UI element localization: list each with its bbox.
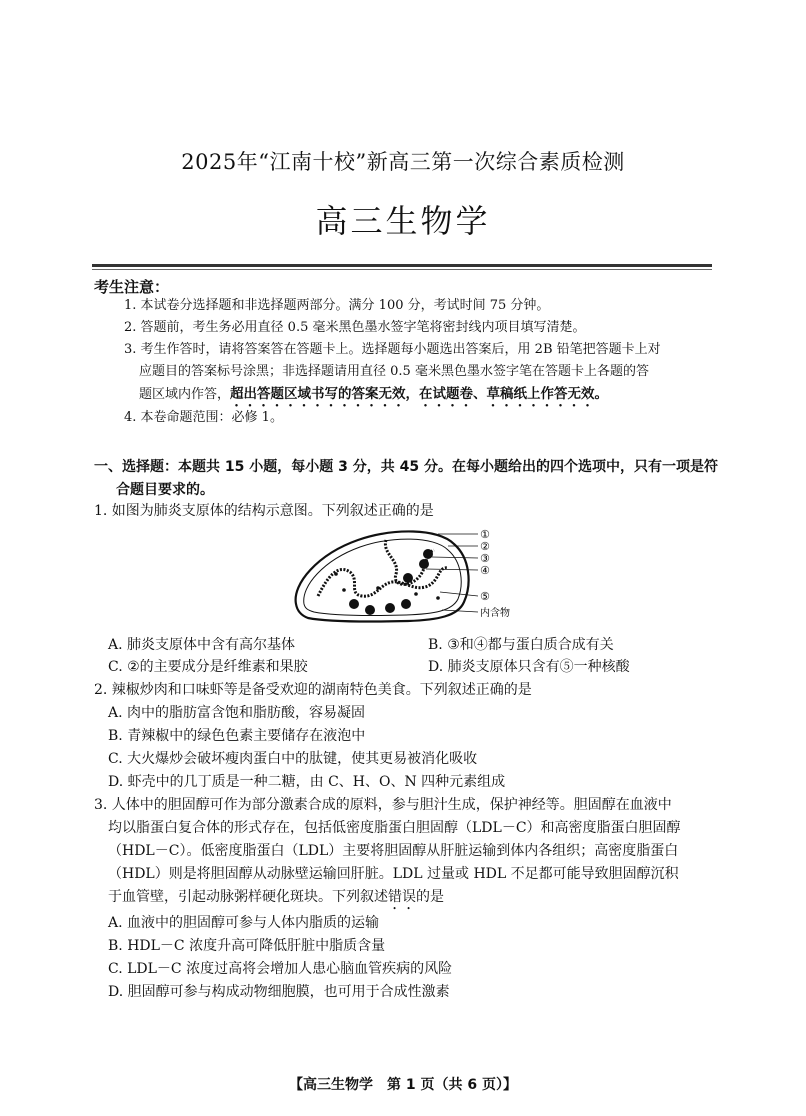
inclusion-dot [414, 592, 418, 596]
question-3-option-b: B. HDL－C 浓度升高可降低肝脏中脂质含量 [108, 938, 386, 954]
question-1-option-b: B. ③和④都与蛋白质合成有关 [428, 637, 614, 653]
question-3-stem-line-4: （HDL）则是将胆固醇从动脉壁运输回肝脏。LDL 过量或 HDL 不足都可能导致胆固醇沉积 [108, 866, 679, 882]
ribosome-7 [401, 599, 411, 609]
header-rule-thin [92, 269, 712, 270]
label-inclusions: 内含物 [480, 608, 510, 619]
notice-item-4: 4. 本卷命题范围：必修 1。 [124, 410, 283, 425]
leader-line-4 [426, 569, 478, 570]
question-3-stem-line-3: （HDL－C）。低密度脂蛋白（LDL）主要将胆固醇从肝脏运输到体内各组织；高密度脂蛋白 [108, 843, 679, 859]
question-3-stem-end: 的是 [416, 889, 444, 905]
ribosome-4 [349, 599, 359, 609]
question-2-option-d: D. 虾壳中的几丁质是一种二糖，由 C、H、O、N 四种元素组成 [108, 774, 506, 790]
question-1-stem: 1. 如图为肺炎支原体的结构示意图。下列叙述正确的是 [94, 503, 434, 519]
ribosome-2 [419, 559, 429, 569]
exam-title: 2025年“江南十校”新高三第一次综合素质检测 [181, 150, 625, 174]
cell-membrane-outer [296, 531, 469, 621]
page-footer: 【高三生物学 第 1 页（共 6 页）】 [289, 1077, 517, 1093]
question-3-option-d: D. 胆固醇可参与构成动物细胞膜，也可用于合成性激素 [108, 984, 450, 1000]
notice-item-3-text: 题区域内作答， [139, 387, 231, 402]
notice-item-2: 2. 答题前，考生务必用直径 0.5 毫米黑色墨水签字笔将密封线内项目填写清楚。 [124, 320, 586, 335]
section-heading-line-2: 合题目要求的。 [116, 482, 214, 498]
header-rule-thick [92, 264, 712, 267]
question-3-option-a: A. 血液中的胆固醇可参与人体内脂质的运输 [108, 915, 380, 931]
dna-strand-1 [318, 568, 448, 596]
question-3-stem-text: 于血管壁，引起动脉粥样硬化斑块。下列叙述 [108, 889, 388, 905]
label-3: ③ [480, 552, 490, 565]
question-3-emphasis-wrong: 错误 [388, 889, 416, 905]
question-3-stem-line-1: 3. 人体中的胆固醇可作为部分激素合成的原料，参与胆汁生成，保护神经等。胆固醇在血液中 [94, 797, 672, 813]
notice-item-3-line-3 [139, 383, 714, 410]
section-heading-line-1: 一、选择题：本题共 15 小题，每小题 3 分，共 45 分。在每小题给出的四个选项中，只有一项是符 [94, 459, 718, 475]
question-2-option-c: C. 大火爆炒会破坏瘦肉蛋白中的肽键，使其更易被消化吸收 [108, 751, 478, 767]
label-5: ⑤ [480, 590, 490, 603]
notice-item-1: 1. 本试卷分选择题和非选择题两部分。满分 100 分，考试时间 75 分钟。 [124, 298, 550, 313]
mycoplasma-structure-figure [288, 524, 520, 626]
ribosome-1 [423, 549, 433, 559]
question-2-option-a: A. 肉中的脂肪富含饱和脂肪酸，容易凝固 [108, 705, 366, 721]
question-2-stem: 2. 辣椒炒肉和口味虾等是备受欢迎的湖南特色美食。下列叙述正确的是 [94, 682, 532, 698]
ribosome-3 [403, 573, 413, 583]
inclusion-dot [342, 588, 346, 592]
question-1-option-a: A. 肺炎支原体中含有高尔基体 [108, 637, 296, 653]
section-heading [94, 456, 718, 502]
notice-item-3-line-2: 应题目的答案标号涂黑；非选择题请用直径 0.5 毫米黑色墨水签字笔在答题卡上各题的答 [139, 364, 649, 379]
leader-line-6 [442, 610, 478, 612]
subject-title: 高三生物学 [315, 202, 491, 240]
question-3-stem-line-2: 均以脂蛋白复合体的形式存在，包括低密度脂蛋白胆固醇（LDL－C）和高密度脂蛋白胆固醇 [108, 820, 681, 836]
notice-emphasis: 超出答题区域书写的答案无效，在试题卷、草稿纸上作答无效。 [230, 386, 609, 402]
question-3-option-c: C. LDL－C 浓度过高将会增加人患心脑血管疾病的风险 [108, 961, 453, 977]
label-2: ② [480, 540, 490, 553]
ribosome-6 [385, 603, 395, 613]
notice-item-3-line-1: 3. 考生作答时，请将答案答在答题卡上。选择题每小题选出答案后，用 2B 铅笔把答题卡上对 [124, 342, 661, 357]
question-1-option-d: D. 肺炎支原体只含有⑤一种核酸 [428, 659, 630, 675]
inclusion-dot [436, 596, 440, 600]
leader-line-3 [432, 557, 478, 558]
question-3-stem-line-5 [108, 886, 718, 913]
label-1: ① [480, 528, 490, 541]
question-2-option-b: B. 青辣椒中的绿色色素主要储存在液泡中 [108, 728, 366, 744]
inclusion-dot [376, 586, 380, 590]
inclusion-dot [334, 572, 338, 576]
question-1-option-c: C. ②的主要成分是纤维素和果胶 [108, 659, 308, 675]
ribosome-5 [365, 605, 375, 615]
label-4: ④ [480, 564, 490, 577]
notice-heading: 考生注意： [94, 278, 170, 296]
